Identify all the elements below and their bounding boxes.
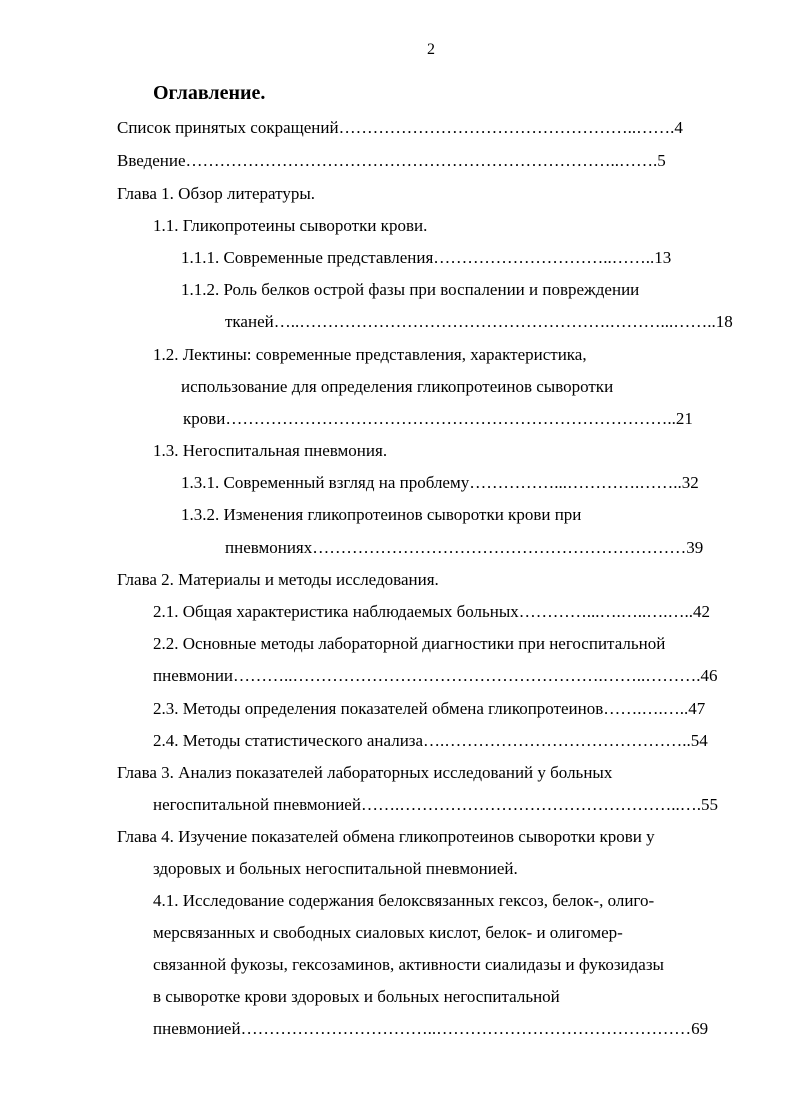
toc-entry-section-1-2: 1.2. Лектины: современные представления, характеристика, bbox=[153, 345, 587, 364]
toc-entry-section-1-2-cont2: крови……………………………………………………………………..21 bbox=[183, 409, 693, 428]
toc-entry-section-4-1-cont3: в сыворотке крови здоровых и больных негоспитальной bbox=[153, 987, 560, 1006]
toc-entry-chapter-3-cont: негоспитальной пневмонией…….…………………………………………..….55 bbox=[153, 795, 718, 814]
toc-entry-section-1-1-1: 1.1.1. Современные представления…………………………..……..13 bbox=[181, 248, 672, 267]
toc-entry-section-1-3: 1.3. Негоспитальная пневмония. bbox=[153, 441, 388, 460]
toc-entry-section-4-1-cont2: связанной фукозы, гексозаминов, активности сиалидазы и фукозидазы bbox=[153, 955, 664, 974]
toc-entry-section-1-1: 1.1. Гликопротеины сыворотки крови. bbox=[153, 216, 428, 235]
toc-entry-section-2-2-cont: пневмонии………..……………………………………………….……..……….46 bbox=[153, 666, 718, 685]
toc-entry-chapter-3: Глава 3. Анализ показателей лабораторных исследований у больных bbox=[117, 763, 613, 782]
toc-entry-section-4-1-cont: мерсвязанных и свободных сиаловых кислот, белок- и олигомер- bbox=[153, 923, 623, 942]
toc-entry-section-1-1-2-cont: тканей…..……………………………………………….………...……..18 bbox=[225, 312, 733, 331]
toc-entry-section-1-3-1: 1.3.1. Современный взгляд на проблему……………...………….……..32 bbox=[181, 473, 699, 492]
toc-entry-chapter-4: Глава 4. Изучение показателей обмена гликопротеинов сыворотки крови у bbox=[117, 827, 655, 846]
toc-entry-abbreviations: Список принятых сокращений……………………………………………..…….4 bbox=[117, 118, 683, 137]
toc-entry-section-1-3-2-cont: пневмониях…………………………………………………………39 bbox=[225, 538, 704, 557]
toc-entry-section-1-3-2: 1.3.2. Изменения гликопротеинов сыворотки крови при bbox=[181, 505, 582, 524]
toc-entry-section-2-4: 2.4. Методы статистического анализа….……………………………………..54 bbox=[153, 731, 708, 750]
toc-entry-section-2-1: 2.1. Общая характеристика наблюдаемых больных…………...….…..….…..42 bbox=[153, 602, 711, 621]
page-number: 2 bbox=[427, 41, 435, 58]
toc-entry-section-1-2-cont: использование для определения гликопротеинов сыворотки bbox=[181, 377, 614, 396]
toc-title: Оглавление. bbox=[153, 82, 266, 104]
toc-entry-section-1-1-2: 1.1.2. Роль белков острой фазы при воспалении и повреждении bbox=[181, 280, 640, 299]
toc-entry-chapter-1: Глава 1. Обзор литературы. bbox=[117, 184, 316, 203]
toc-entry-section-2-2: 2.2. Основные методы лабораторной диагностики при негоспитальной bbox=[153, 634, 666, 653]
toc-entry-section-4-1-cont4: пневмонией……………………………..………………………………………69 bbox=[153, 1019, 709, 1038]
toc-entry-introduction: Введение…………………………………………………………………..…….5 bbox=[117, 151, 666, 170]
toc-entry-chapter-4-cont: здоровых и больных негоспитальной пневмонией. bbox=[153, 859, 518, 878]
toc-entry-chapter-2: Глава 2. Материалы и методы исследования. bbox=[117, 570, 439, 589]
toc-entry-section-2-3: 2.3. Методы определения показателей обмена гликопротеинов…….….…..47 bbox=[153, 699, 706, 718]
toc-entry-section-4-1: 4.1. Исследование содержания белоксвязанных гексоз, белок-, олиго- bbox=[153, 891, 655, 910]
